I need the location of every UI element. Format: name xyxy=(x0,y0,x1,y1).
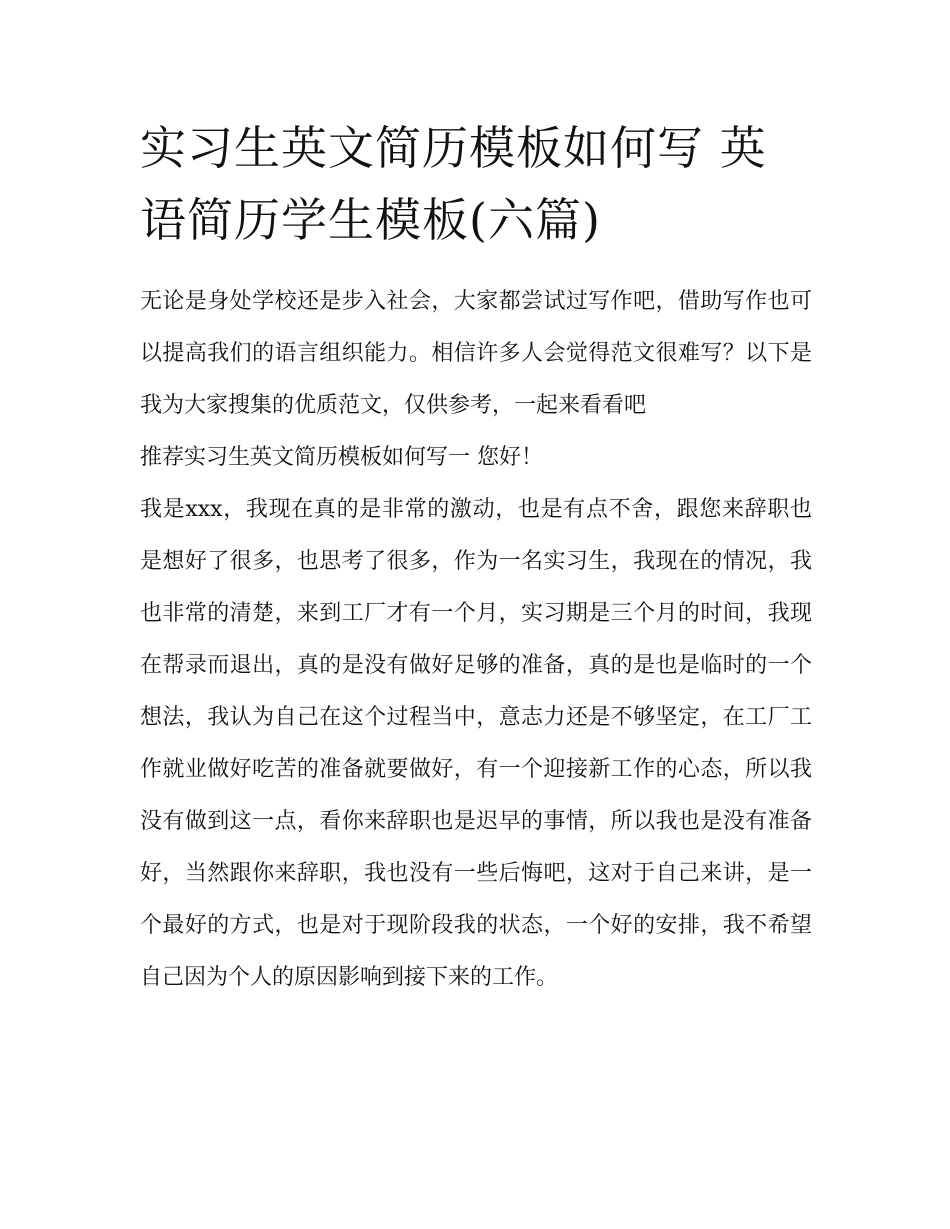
document-body xyxy=(140,112,812,1004)
document-title: 实习生英文简历模板如何写 英语简历学生模板(六篇) xyxy=(140,121,767,247)
section-heading-paragraph: 推荐实习生英文简历模板如何写一 您好！ xyxy=(140,445,543,470)
intro-paragraph: 无论是身处学校还是步入社会，大家都尝试过写作吧，借助写作也可以提高我们的语言组织能力。相信许多人会觉得范文很难写？以下是我为大家搜集的优质范文，仅供参考，一起来看看吧 xyxy=(140,289,812,418)
body-paragraph: 我是xxx，我现在真的是非常的激动，也是有点不舍，跟您来辞职也是想好了很多，也思考了很多，作为一名实习生，我现在的情况，我也非常的清楚，来到工厂才有一个月，实习期是三个月的时间，我现在帮录而退出，真的是没有做好足够的准备，真的是也是临时的一个想法，我认为自己在这个过程当中，意志力还是不够坚定，在工厂工作就业做好吃苦的准备就要做好，有一个迎接新工作的心态，所以我没有做到这一点，看你来辞职也是迟早的事情，所以我也是没有准备好，当然跟你来辞职，我也没有一些后悔吧，这对于自己来讲，是一个最好的方式，也是对于现阶段我的状态，一个好的安排，我不希望自己因为个人的原因影响到接下来的工作。 xyxy=(140,497,812,990)
